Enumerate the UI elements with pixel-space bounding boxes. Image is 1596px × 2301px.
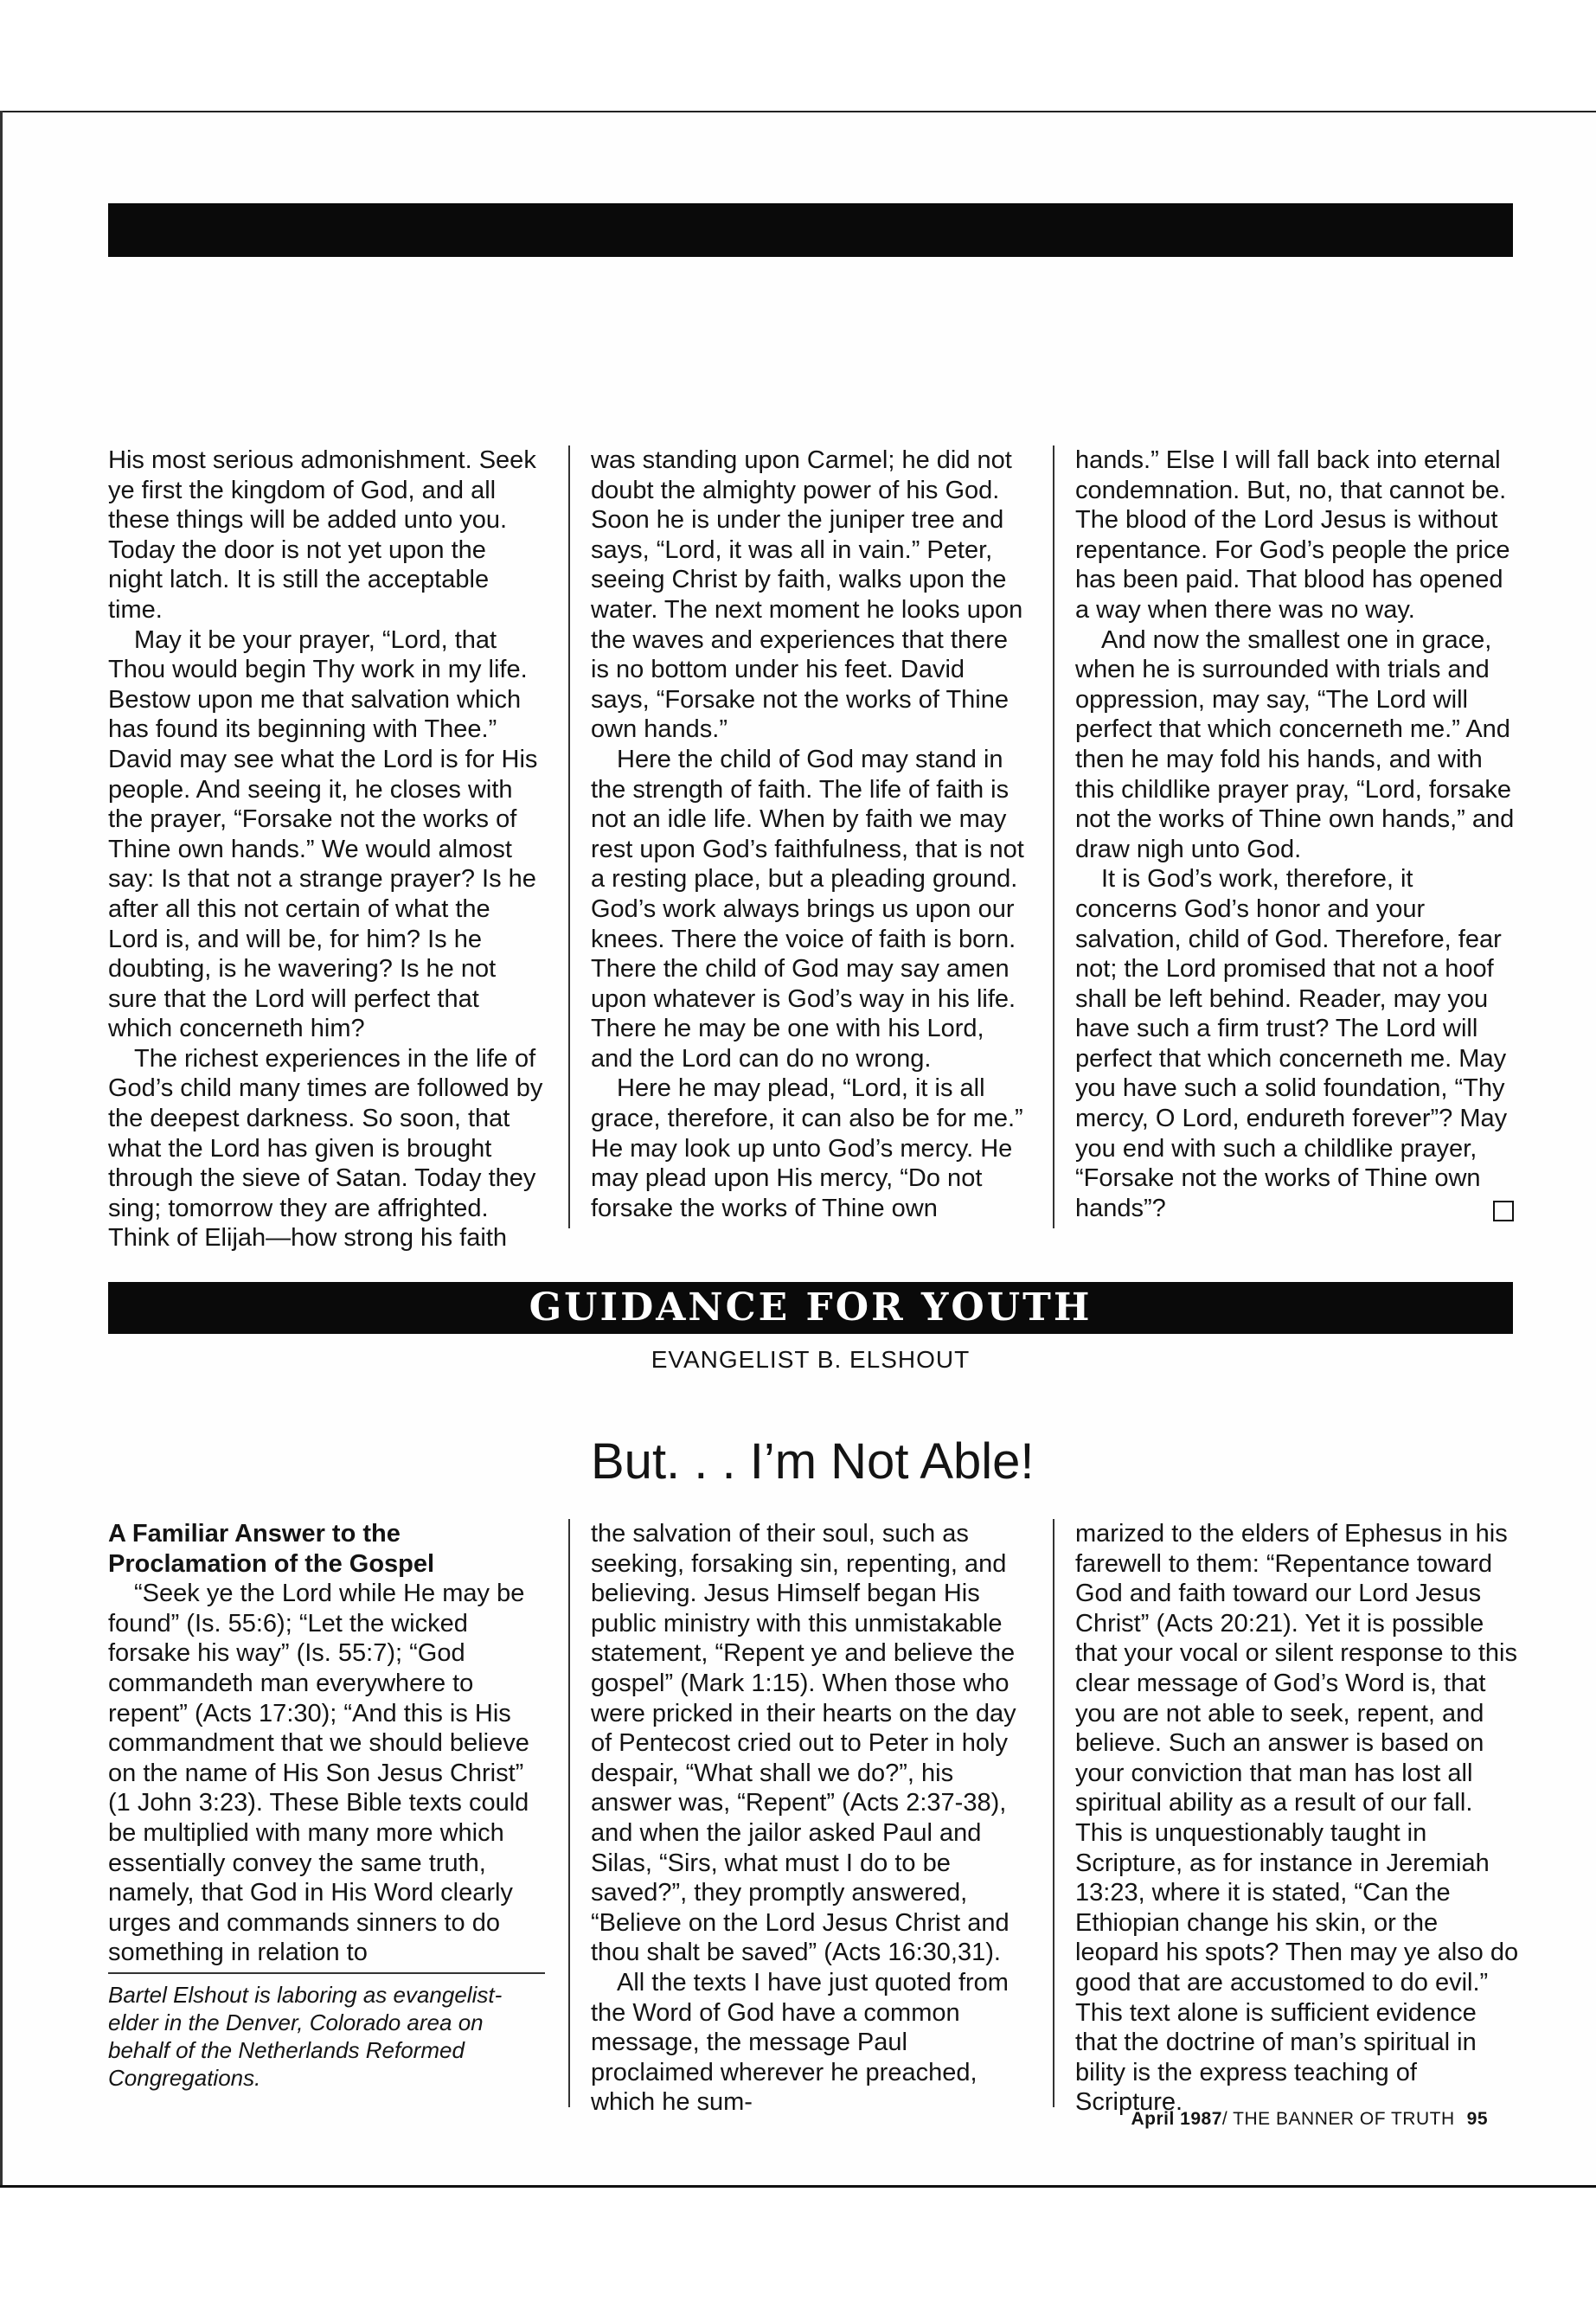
paragraph: Here the child of God may stand in the strength of faith. The life of faith is not an idle life. When by faith we may rest upon God’s faithfulness, that is not a resting place, but a pleading ground. God’s work always brings us upon our knees. There the voice of faith is born. There the child of God may say amen upon whatever is God’s way in his life. There he may be one with his Lord, and the Lord can do no wrong. — [591, 745, 1024, 1073]
paragraph: hands.” Else I will fall back into eternal condemnation. But, no, that cannot be. The blood of the Lord Jesus is without repentance. For God’s people the price has been paid. That blood has opened a way when there was no way. — [1075, 446, 1510, 624]
publication-name: / THE BANNER OF TRUTH — [1221, 2109, 1455, 2129]
page-edge-left — [0, 111, 3, 2187]
subheading: A Familiar Answer to the Proclamation of the Gospel — [108, 1520, 435, 1578]
upper-column-3 — [1075, 445, 1521, 1223]
author-bio: Bartel Elshout is laboring as evangelist-elder in the Denver, Colorado area on behalf of the Netherlands Reformed Congregations. — [108, 1982, 503, 2091]
paragraph: The richest experiences in the life of God’s child many times are followed by the deepest darkness. So soon, that what the Lord has given is brought through the sieve of Satan. Today they sing; tomorrow they are affrighted. Think of Elijah—how strong his faith — [108, 1044, 543, 1253]
author-byline: EVANGELIST B. ELSHOUT — [651, 1346, 971, 1373]
page-footer — [1131, 2109, 1489, 2130]
paragraph-last — [1075, 864, 1521, 1223]
top-black-bar — [108, 203, 1513, 257]
paragraph: His most serious admonishment. Seek ye first the kingdom of God, and all these things will be added unto you. Today the door is not yet upon the night latch. It is still the acceptable time. — [108, 446, 536, 624]
paragraph: May it be your prayer, “Lord, that Thou would begin Thy work in my life. Bestow upon me that salvation which has found its beginning with Thee.” David may see what the Lord is for His people. And seeing it, he closes with the prayer, “Forsake not the works of Thine own hands.” We would almost say: Is that not a strange prayer? Is he after all this not certain of what the Lord is, and will be, for him? Is he doubting, is he wavering? Is he not sure that the Lord will perfect that which concerneth him? — [108, 625, 538, 1043]
upper-column-2 — [591, 445, 1028, 1223]
section-banner: GUIDANCE FOR YOUTH — [108, 1282, 1513, 1334]
bio-divider — [108, 1972, 545, 1974]
article-title: But. . . I’m Not Able! — [591, 1433, 1035, 1490]
column-rule — [1053, 445, 1054, 1228]
column-rule — [568, 445, 570, 1228]
paragraph: the salvation of their soul, such as seeking, forsaking sin, repenting, and believing. Jesus Himself began His public ministry with this unmistakable statement, “Repent ye and believe the gospel” (Mark 1:15). When those who were pricked in their hearts on the day of Pentecost cried out to Peter in holy despair, “What shall we do?”, his answer was, “Repent” (Acts 2:37-38), and when the jailor asked Paul and Silas, “Sirs, what must I do to be saved?”, they promptly answered, “Believe on the Lord Jesus Christ and thou shalt be saved” (Acts 16:30,31). — [591, 1520, 1016, 1967]
end-of-article-box-icon — [1493, 1201, 1514, 1221]
column-rule — [568, 1519, 570, 2107]
paragraph: And now the smallest one in grace, when he is surrounded with trials and oppression, may say, “The Lord will perfect that which concerneth me.” And then he may fold his hands, and with this childlike prayer pray, “Lord, forsake not the works of Thine own hands,” and draw nigh unto God. — [1075, 625, 1515, 863]
issue-date: April 1987 — [1131, 2109, 1222, 2129]
lower-column-3 — [1075, 1519, 1521, 2118]
page-number: 95 — [1466, 2109, 1488, 2129]
paragraph: All the texts I have just quoted from the Word of God have a common message, the message Paul proclaimed wherever he preached, which he sum- — [591, 1968, 1009, 2117]
upper-column-1 — [108, 445, 545, 1253]
page-edge-bottom — [0, 2185, 1596, 2188]
paragraph: Here he may plead, “Lord, it is all grace, therefore, it can also be for me.” He may look up unto God’s mercy. He may plead upon His mercy, “Do not forsake the works of Thine own — [591, 1074, 1023, 1222]
paragraph-text: It is God’s work, therefore, it concerns God’s honor and your salvation, child of God. Therefore, fear not; the Lord promised that not a hoof shall be left behind. Reader, may you have such a firm trust? The Lord will perfect that which concerneth me. May you have such a solid foundation, “Thy mercy, O Lord, endureth forever”? May you end with such a childlike prayer, “Forsake not the works of Thine own hands”? — [1075, 865, 1508, 1222]
page-edge-top — [0, 111, 1596, 112]
paragraph: was standing upon Carmel; he did not doubt the almighty power of his God. Soon he is under the juniper tree and says, “Lord, it was all in vain.” Peter, seeing Christ by faith, walks upon the water. The next moment he looks upon the waves and experiences that there is no bottom under his feet. David says, “Forsake not the works of Thine own hands.” — [591, 446, 1023, 744]
column-rule — [1053, 1519, 1054, 2107]
paragraph: “Seek ye the Lord while He may be found” (Is. 55:6); “Let the wicked forsake his way” (Is. 55:7); “God commandeth man everywhere to repent” (Acts 17:30); “And this is His commandment that we should believe on the name of His Son Jesus Christ” (1 John 3:23). These Bible texts could be multiplied with many more which essentially convey the same truth, namely, that God in His Word clearly urges and commands sinners to do something in relation to — [108, 1580, 529, 1967]
lower-column-1 — [108, 1519, 545, 1968]
lower-column-2 — [591, 1519, 1028, 2118]
paragraph: marized to the elders of Ephesus in his farewell to them: “Repentance toward God and faith toward our Lord Jesus Christ” (Acts 20:21). Yet it is possible that your vocal or silent response to this clear message of God’s Word is, that you are not able to seek, repent, and believe. Such an answer is based on your conviction that man has lost all spiritual ability as a result of our fall. This is unquestionably taught in Scripture, as for instance in Jeremiah 13:23, where it is stated, “Can the Ethiopian change his skin, or the leopard his spots? Then may ye also do good that are accustomed to do evil.” This text alone is sufficient evidence that the doctrine of man’s spiritual in bility is the express teaching of Scripture. — [1075, 1520, 1519, 2117]
